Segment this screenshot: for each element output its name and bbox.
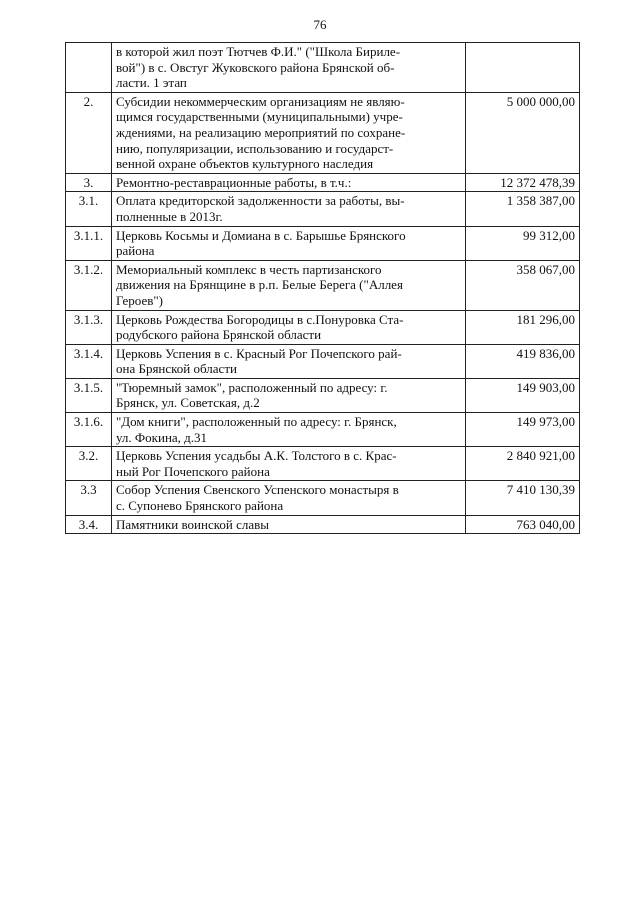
row-description [112,447,466,481]
description-line: полненные в 2013г. [116,208,223,224]
row-number: 2. [66,92,112,173]
table-row [66,260,580,310]
table-row [66,344,580,378]
row-amount [466,43,580,93]
row-number: 3.4. [66,515,112,534]
description-line: Церковь Рождества Богородицы в с.Понуровка Ста- [116,311,404,327]
row-amount: 12 372 478,39 [466,173,580,192]
budget-table [65,42,580,534]
row-amount: 2 840 921,00 [466,447,580,481]
row-number: 3.1.5. [66,378,112,412]
description-line: родубского района Брянской области [116,327,322,343]
row-description [112,43,466,93]
table-row [66,447,580,481]
table-row [66,192,580,226]
row-number: 3.1.3. [66,310,112,344]
description-line: Мемориальный комплекс в честь партизанского [116,261,382,277]
description-line: района [116,243,155,259]
row-description [112,481,466,515]
description-line: Брянск, ул. Советская, д.2 [116,395,260,411]
table-row [66,378,580,412]
budget-table-body [66,43,580,534]
row-number: 3.1.6. [66,413,112,447]
row-number: 3.1.4. [66,344,112,378]
row-amount: 358 067,00 [466,260,580,310]
description-line: Церковь Успения усадьбы А.К. Толстого в с. Крас- [116,448,397,464]
row-description [112,378,466,412]
row-amount: 419 836,00 [466,344,580,378]
row-amount: 1 358 387,00 [466,192,580,226]
row-description [112,344,466,378]
row-number: 3.1.2. [66,260,112,310]
row-number: 3.2. [66,447,112,481]
description-line: Субсидии некоммерческим организациям не являю- [116,93,405,109]
table-row [66,173,580,192]
row-number: 3. [66,173,112,192]
row-amount: 7 410 130,39 [466,481,580,515]
description-line: ласти. 1 этап [116,75,187,91]
description-line: в которой жил поэт Тютчев Ф.И." ("Школа Бириле- [116,44,401,59]
description-line: ул. Фокина, д.31 [116,429,208,445]
description-line: ный Рог Почепского района [116,463,270,479]
row-number: 3.1.1. [66,226,112,260]
row-description [112,226,466,260]
row-description [112,515,466,534]
row-number [66,43,112,93]
row-description [112,413,466,447]
table-row [66,43,580,93]
row-amount: 181 296,00 [466,310,580,344]
description-line: "Дом книги", расположенный по адресу: г. Брянск, [116,414,397,430]
description-line: "Тюремный замок", расположенный по адресу: г. [116,379,388,395]
description-line: с. Супонево Брянского района [116,498,284,514]
row-description [112,260,466,310]
row-amount: 5 000 000,00 [466,92,580,173]
table-row [66,481,580,515]
description-line: она Брянской области [116,361,237,377]
description-line: щимся государственными (муниципальными) учре- [116,109,403,125]
table-row [66,226,580,260]
description-line: Ремонтно-реставрационные работы, в т.ч.: [116,174,352,190]
table-row [66,413,580,447]
description-line: Церковь Косьмы и Домиана в с. Барышье Брянского [116,227,406,243]
description-line: движения на Брянщине в р.п. Белые Берега ("Аллея [116,277,403,293]
description-line: ждениями, на реализацию мероприятий по сохране- [116,124,406,140]
row-description [112,310,466,344]
row-description [112,192,466,226]
page-number: 76 [313,17,327,32]
description-line: нию, популяризации, использованию и государст- [116,140,394,156]
table-row [66,310,580,344]
description-line: Собор Успения Свенского Успенского монастыря в [116,482,399,498]
row-description [112,92,466,173]
row-description [112,173,466,192]
row-amount: 149 903,00 [466,378,580,412]
row-amount: 149 973,00 [466,413,580,447]
row-amount: 763 040,00 [466,515,580,534]
description-line: Церковь Успения в с. Красный Рог Почепского рай- [116,345,402,361]
row-number: 3.3 [66,481,112,515]
description-line: Оплата кредиторской задолженности за работы, вы- [116,193,405,209]
description-line: Героев") [116,292,163,308]
row-amount: 99 312,00 [466,226,580,260]
description-line: вой") в с. Овстуг Жуковского района Брянской об- [116,59,395,75]
description-line: венной охране объектов культурного наследия [116,156,374,172]
row-number: 3.1. [66,192,112,226]
table-row [66,92,580,173]
table-row [66,515,580,534]
description-line: Памятники воинской славы [116,516,269,532]
